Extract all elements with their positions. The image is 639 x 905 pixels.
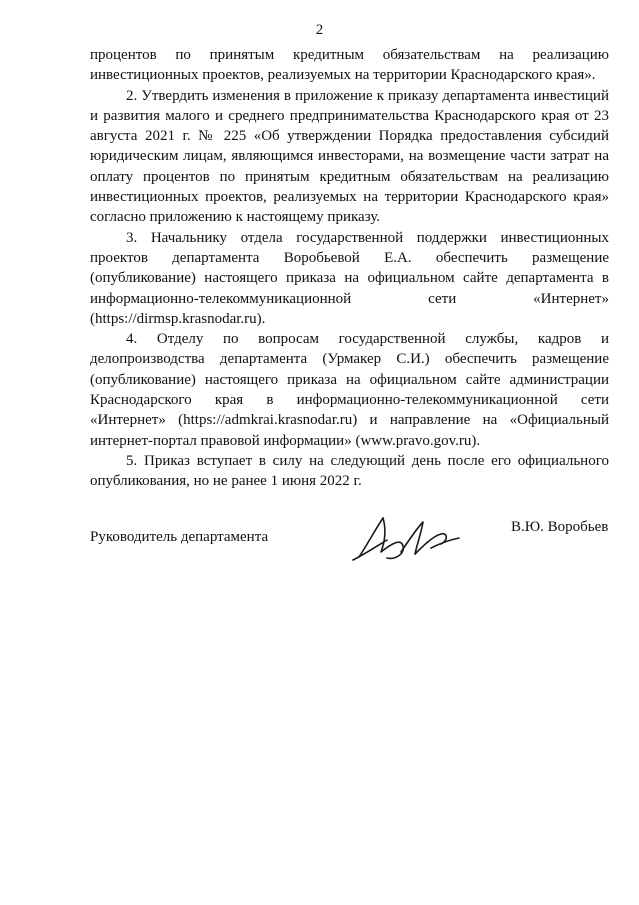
page-number: 2	[315, 22, 324, 38]
signatory-name: В.Ю. Воробьев	[511, 519, 609, 535]
signatory-position: Руководитель департамента	[90, 529, 269, 545]
signature-block	[0, 510, 639, 570]
paragraph-3: 3. Начальнику отдела государственной поддержки инвестиционных проектов департамента Воробьевой Е.А. обеспечить размещение (опубликование) настоящего приказа на официальном сайте департамента в информационно-телекоммуникационной сети «Интернет» (https://dirmsp.krasnodar.ru).	[90, 229, 609, 327]
paragraph-5: 5. Приказ вступает в силу на следующий день после его официального опубликования, но не ранее 1 июня 2022 г.	[90, 452, 609, 490]
paragraph-2: 2. Утвердить изменения в приложение к приказу департамента инвестиций и развития малого и среднего предпринимательства Краснодарского края от 23 августа 2021 г. № 225 «Об утверждении Порядка предоставления субсидий юридическим лицам, являющимся инвесторами, на возмещение части затрат на оплату процентов по принятым кредитным обязательствам на реализацию инвестиционных проектов, реализуемых на территории Краснодарского края» согласно приложению к настоящему приказу.	[90, 87, 609, 226]
handwritten-signature	[343, 510, 463, 566]
paragraph-continuation: процентов по принятым кредитным обязательствам на реализацию инвестиционных проектов, реализуемых на территории Краснодарского края».	[90, 47, 609, 84]
document-body	[90, 45, 609, 492]
paragraph-4: 4. Отделу по вопросам государственной службы, кадров и делопроизводства департамента (Урмакер С.И.) обеспечить размещение (опубликование) настоящего приказа на официальном сайте администрации Краснодарского края в информационно-телекоммуникационной сети «Интернет» (https://admkrai.krasnodar.ru) и направление на «Официальный интернет-портал правовой информации» (www.pravo.gov.ru).	[90, 331, 609, 449]
